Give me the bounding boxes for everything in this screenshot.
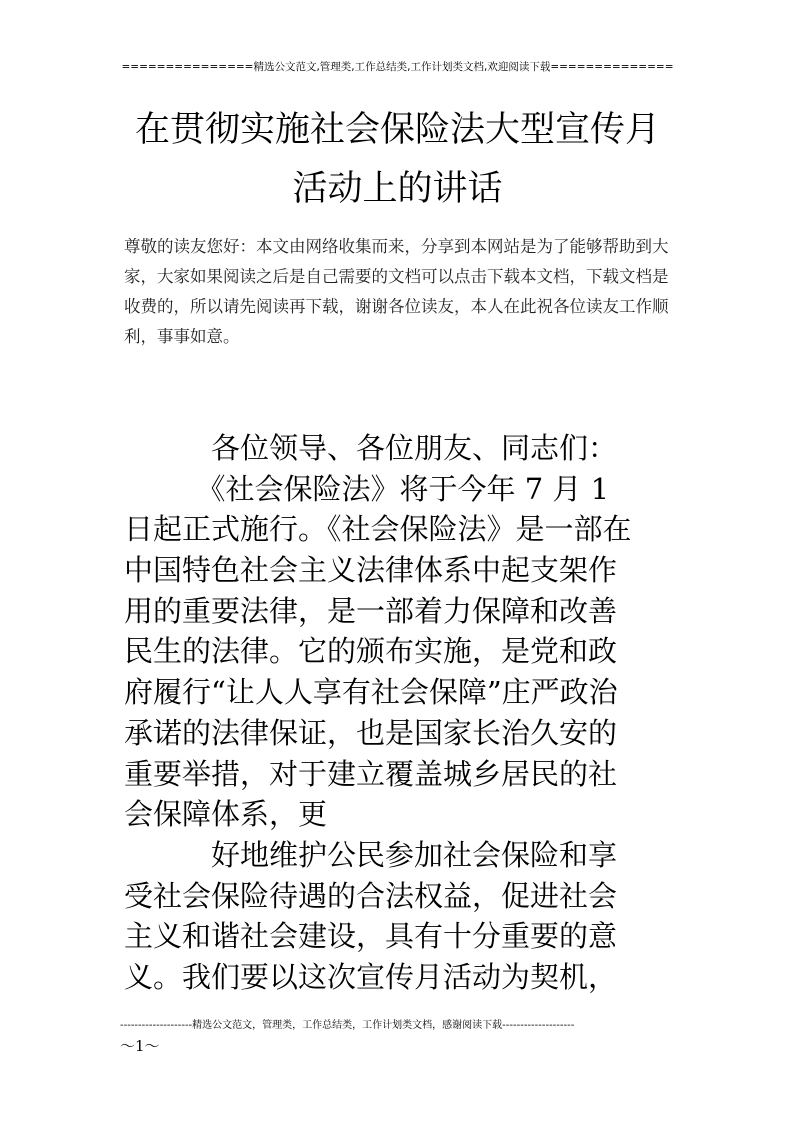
document-title-line-2: 活动上的讲话	[292, 169, 503, 209]
body-line: 承诺的法律保证，也是国家长治久安的	[124, 715, 618, 750]
body-line: 各位领导、各位朋友、同志们：	[124, 431, 618, 465]
notice-line: 收费的，所以请先阅读再下载，谢谢各位读友，本人在此祝各位读友工作顺	[124, 297, 669, 316]
body-line: 《社会保险法》将于今年 7 月 1	[124, 471, 610, 506]
body-line: 民生的法律。它的颁布实施，是党和政	[124, 634, 618, 669]
notice-line: 利，事事如意。	[124, 327, 240, 346]
body-line: 主义和谐社会建设，具有十分重要的意	[124, 919, 618, 954]
header-banner: ===============精选公文范文,管理类,工作总结类,工作计划类文档,欢迎阅读下载==============	[121, 61, 674, 73]
footer-banner: --------------------精选公文范文，管理类，工作总结类，工作计划类文档，感谢阅读下载--------------------	[120, 1020, 575, 1031]
body-line: 会保障体系，更	[124, 797, 328, 832]
speech-body	[124, 428, 676, 998]
body-line: 中国特色社会主义法律体系中起支架作	[124, 553, 618, 588]
body-line: 日起正式施行。《社会保险法》是一部在	[124, 512, 632, 547]
notice-line: 尊敬的读友您好：本文由网络收集而来，分享到本网站是为了能够帮助到大	[124, 237, 669, 256]
body-line: 义。我们要以这次宣传月活动为契机，	[124, 959, 618, 994]
body-line: 府履行“让人人享有社会保障”庄严政治	[124, 675, 618, 710]
body-line: 用的重要法律，是一部着力保障和改善	[124, 593, 618, 628]
page-number: ～1～	[120, 1037, 160, 1055]
document-title-line-1: 在贯彻实施社会保险法大型宣传月	[134, 110, 660, 150]
reader-notice	[124, 232, 674, 352]
body-line: 重要举措，对于建立覆盖城乡居民的社	[124, 756, 618, 791]
body-line: 受社会保险待遇的合法权益，促进社会	[124, 878, 618, 913]
notice-line: 家，大家如果阅读之后是自己需要的文档可以点击下载本文档，下载文档是	[124, 267, 669, 286]
body-line: 好地维护公民参加社会保险和享	[124, 837, 618, 872]
